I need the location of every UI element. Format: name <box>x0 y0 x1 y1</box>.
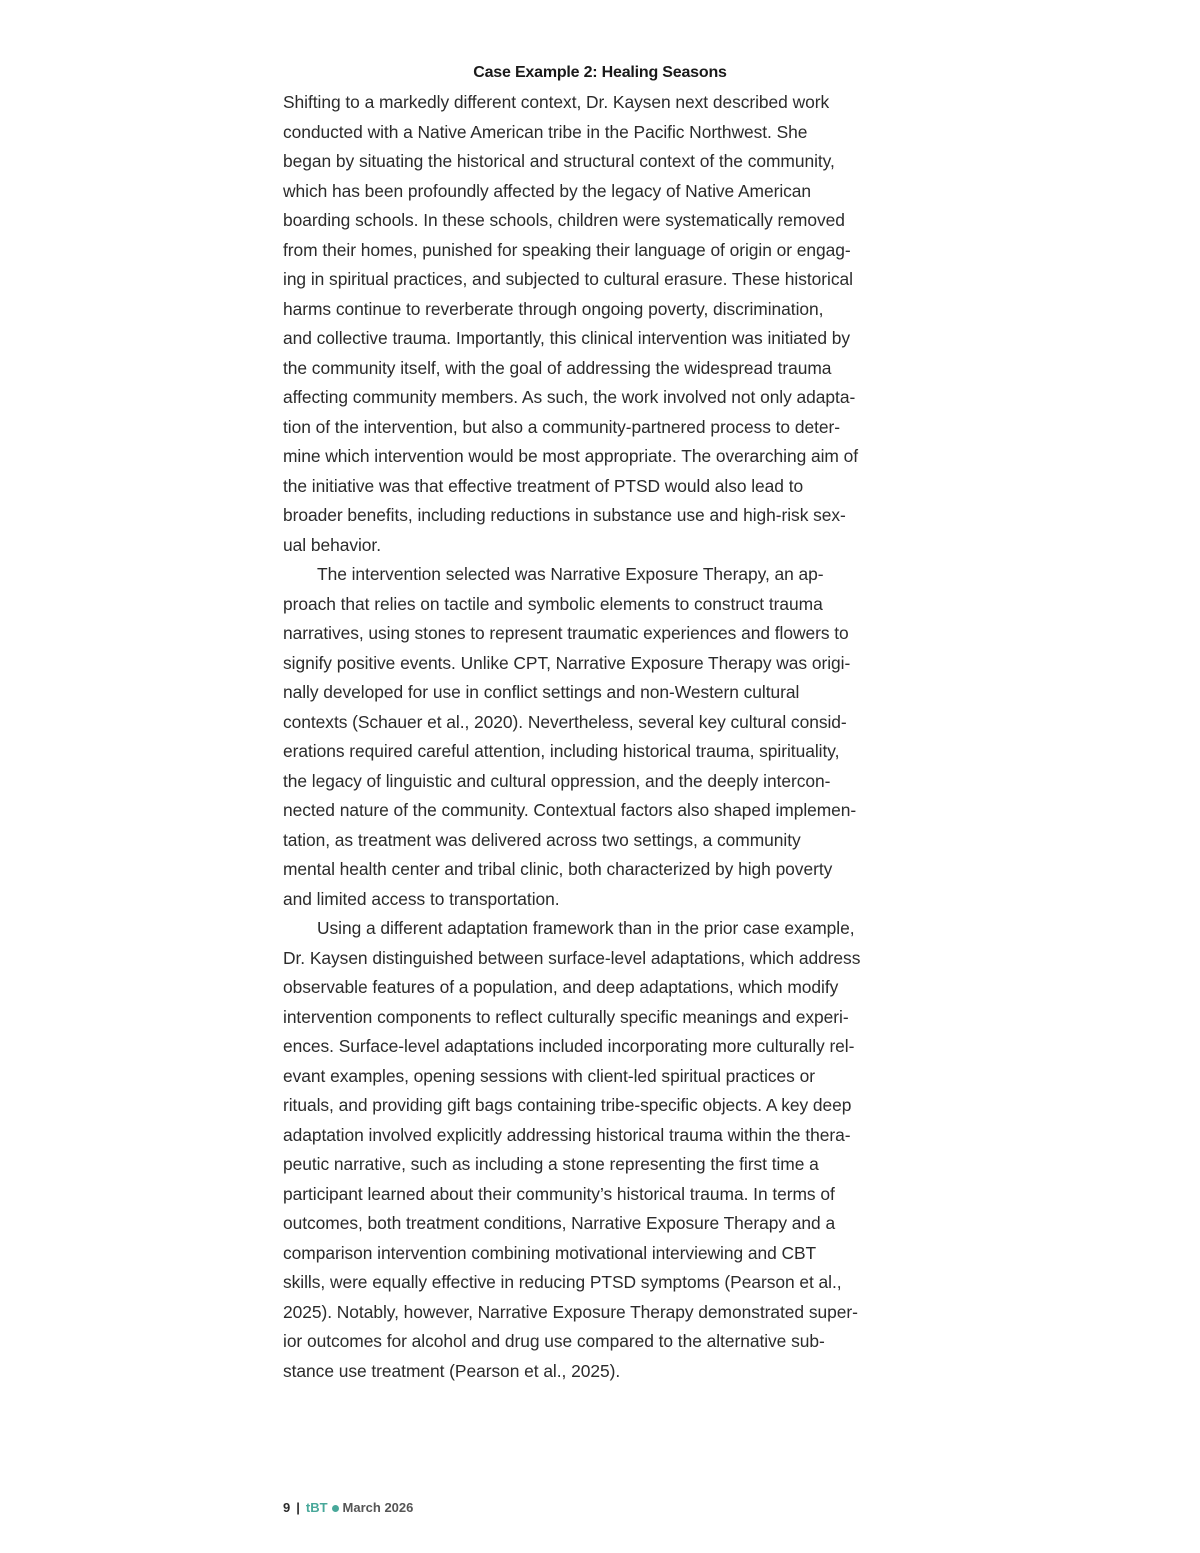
text-line: ences. Surface-level adaptations included incorporating more culturally rel- <box>283 1036 855 1056</box>
body-text <box>283 88 923 1386</box>
text-line: comparison intervention combining motivational interviewing and CBT <box>283 1242 817 1263</box>
text-line: 2025). Notably, however, Narrative Exposure Therapy demonstrated super- <box>283 1301 858 1322</box>
text-line: the community itself, with the goal of addressing the widespread trauma <box>283 357 832 378</box>
text-line: skills, were equally effective in reducing PTSD symptoms (Pearson et al., <box>283 1272 842 1292</box>
paragraph-start-line: Using a different adaptation framework than in the prior case example, <box>317 918 855 938</box>
text-line: narratives, using stones to represent traumatic experiences and flowers to <box>283 623 849 643</box>
text-line: ing in spiritual practices, and subjected to cultural erasure. These historical <box>283 269 853 289</box>
text-line: tion of the intervention, but also a community-partnered process to deter- <box>283 416 840 437</box>
bullet-dot-icon <box>332 1505 339 1512</box>
text-line: contexts (Schauer et al., 2020). Nevertheless, several key cultural consid- <box>283 711 847 732</box>
text-line: boarding schools. In these schools, children were systematically removed <box>283 210 845 230</box>
text-line: began by situating the historical and structural context of the community, <box>283 151 835 171</box>
text-line: participant learned about their community’s historical trauma. In terms of <box>283 1183 835 1204</box>
text-line: Shifting to a markedly different context, Dr. Kaysen next described work <box>283 92 830 112</box>
text-line: harms continue to reverberate through ongoing poverty, discrimination, <box>283 298 824 319</box>
text-line: evant examples, opening sessions with client-led spiritual practices or <box>283 1065 815 1086</box>
text-line: affecting community members. As such, the work involved not only adapta- <box>283 387 856 407</box>
text-line: erations required careful attention, including historical trauma, spirituality, <box>283 741 840 761</box>
text-line: adaptation involved explicitly addressing historical trauma within the thera- <box>283 1124 851 1145</box>
footer-separator: | <box>296 1500 300 1515</box>
issue-date: March 2026 <box>342 1500 414 1515</box>
text-line: conducted with a Native American tribe in the Pacific Northwest. She <box>283 121 808 142</box>
text-line: mental health center and tribal clinic, both characterized by high poverty <box>283 859 833 879</box>
text-line: nected nature of the community. Contextual factors also shaped implemen- <box>283 800 857 820</box>
text-line: the initiative was that effective treatment of PTSD would also lead to <box>283 475 804 496</box>
text-line: and limited access to transportation. <box>283 888 560 909</box>
text-line: mine which intervention would be most appropriate. The overarching aim of <box>283 446 859 466</box>
section-heading: Case Example 2: Healing Seasons <box>473 64 727 81</box>
text-line: ual behavior. <box>283 534 381 555</box>
text-line: peutic narrative, such as including a stone representing the first time a <box>283 1154 819 1174</box>
journal-name: tBT <box>305 1500 328 1515</box>
text-line: stance use treatment (Pearson et al., 2025). <box>283 1360 621 1381</box>
paragraph-start-line: The intervention selected was Narrative Exposure Therapy, an ap- <box>317 564 824 584</box>
text-line: and collective trauma. Importantly, this clinical intervention was initiated by <box>283 328 850 348</box>
text-line: signify positive events. Unlike CPT, Narrative Exposure Therapy was origi- <box>283 652 851 673</box>
text-line: which has been profoundly affected by the legacy of Native American <box>283 180 812 201</box>
page-number: 9 <box>283 1500 291 1515</box>
text-line: broader benefits, including reductions in substance use and high-risk sex- <box>283 505 846 525</box>
text-line: rituals, and providing gift bags containing tribe-specific objects. A key deep <box>283 1095 852 1115</box>
text-line: from their homes, punished for speaking their language of origin or engag- <box>283 239 851 260</box>
text-line: the legacy of linguistic and cultural oppression, and the deeply intercon- <box>283 770 831 791</box>
text-line: outcomes, both treatment conditions, Narrative Exposure Therapy and a <box>283 1213 836 1233</box>
page-footer <box>283 1498 413 1518</box>
text-line: ior outcomes for alcohol and drug use compared to the alternative sub- <box>283 1331 825 1351</box>
text-line: intervention components to reflect culturally specific meanings and experi- <box>283 1006 849 1027</box>
text-line: tation, as treatment was delivered across two settings, a community <box>283 829 801 850</box>
text-line: Dr. Kaysen distinguished between surface-level adaptations, which address <box>283 947 861 968</box>
text-line: observable features of a population, and deep adaptations, which modify <box>283 977 839 997</box>
text-line: nally developed for use in conflict settings and non-Western cultural <box>283 682 800 702</box>
text-line: proach that relies on tactile and symbolic elements to construct trauma <box>283 593 823 614</box>
